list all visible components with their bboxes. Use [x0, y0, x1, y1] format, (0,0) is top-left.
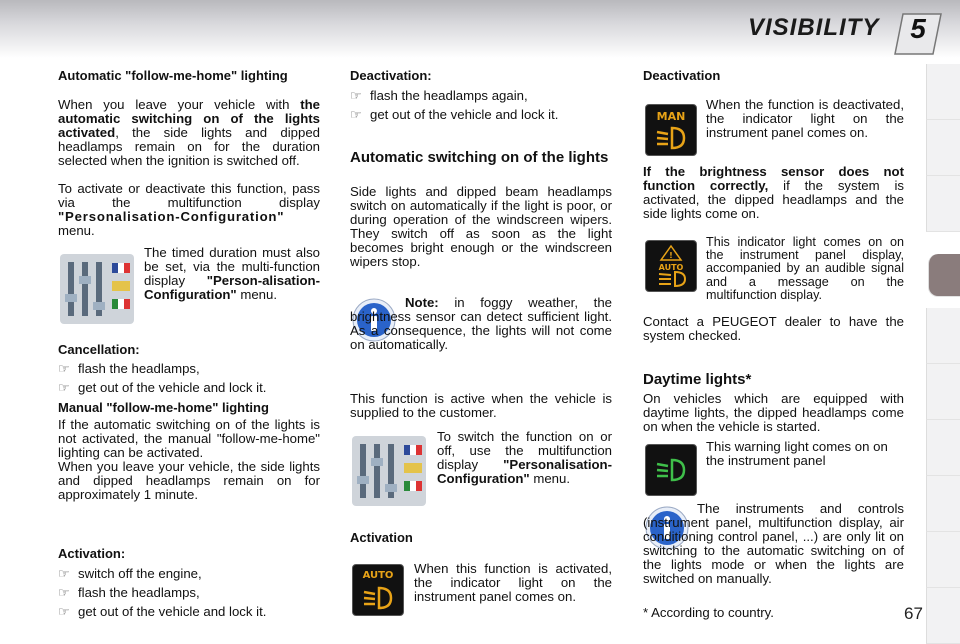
text: if the system is activated, the dipped headlamps and the side lights come on. — [643, 178, 904, 221]
side-tab[interactable] — [926, 476, 960, 532]
svg-text:!: ! — [669, 251, 673, 260]
text: To switch the function on or off, use the multifunction display — [437, 429, 612, 472]
note-label: Note: — [405, 295, 439, 310]
pointing-hand-icon: ☞ — [350, 88, 362, 103]
text: , the side lights and dipped headlamps remain on for the duration selected when the ignition is switched off. — [58, 125, 320, 168]
auto-indicator-icon — [352, 564, 404, 616]
side-tab[interactable] — [926, 588, 960, 644]
manual-paragraph-2: When you leave your vehicle, the side lights and dipped headlamps remain on for approximately 1 minute. — [58, 459, 320, 502]
side-tab[interactable] — [926, 364, 960, 420]
side-tab[interactable] — [926, 120, 960, 176]
side-tab[interactable] — [926, 176, 960, 232]
side-tab[interactable] — [926, 532, 960, 588]
cancellation-bullet — [58, 381, 320, 395]
activation-bullet — [58, 567, 320, 581]
headlamp-icon — [361, 585, 395, 611]
menu-name: "Personalisation-Configuration" — [437, 457, 612, 486]
deactivation-paragraph: When the function is deactivated, the indicator light on the instrument panel comes on. — [706, 97, 904, 140]
side-tab-active[interactable] — [928, 254, 960, 297]
deactivation-title: Deactivation: — [350, 68, 432, 83]
chapter-number: 5 — [910, 13, 926, 44]
man-indicator-icon — [645, 104, 697, 156]
activation-bullet — [58, 605, 320, 619]
auto-follow-paragraph-2 — [58, 182, 320, 238]
pointing-hand-icon: ☞ — [58, 604, 70, 619]
page-number: 67 — [904, 604, 923, 623]
side-tabs — [926, 64, 960, 640]
warning-light-paragraph: This warning light comes on on the instrument panel — [706, 439, 888, 468]
pointing-hand-icon: ☞ — [58, 585, 70, 600]
deactivation-bullet — [350, 89, 612, 103]
manual-follow-me-home-title: Manual "follow-me-home" lighting — [58, 400, 269, 415]
activation-title: Activation: — [58, 546, 126, 561]
switch-function-paragraph — [437, 430, 612, 486]
auto-switching-title: Automatic switching on of the lights — [350, 149, 609, 166]
bullet-text: flash the headlamps again, — [370, 88, 528, 103]
activation-heading: Activation — [350, 530, 413, 545]
text: menu. — [58, 223, 95, 238]
bullet-text: flash the headlamps, — [78, 361, 200, 376]
text: menu. — [236, 287, 278, 302]
auto-label: AUTO — [658, 263, 684, 272]
cancellation-bullet — [58, 362, 320, 376]
activation-paragraph: When this function is activated, the indicator light on the instrument panel comes on. — [414, 561, 612, 604]
instruments-paragraph: The instruments and controls (instrument panel, multifunction display, air conditioning control panel, ...) are only lit on switching to the automatic switching on of the lights mode or when the lights are switched on manually. — [643, 501, 904, 586]
pointing-hand-icon: ☞ — [58, 380, 70, 395]
auto-label: AUTO — [362, 570, 394, 581]
daytime-lights-paragraph: On vehicles which are equipped with daytime lights, the dipped headlamps come on when the vehicle is started. — [643, 391, 904, 434]
bullet-text: switch off the engine, — [78, 566, 202, 581]
bullet-text: get out of the vehicle and lock it. — [78, 380, 267, 395]
auto-follow-paragraph-1 — [58, 98, 320, 168]
menu-name: "Personalisation-Configuration" — [58, 209, 285, 224]
indicator-paragraph: This indicator light comes on on the instrument panel display, accompanied by an audible signal and a message on the multifunction display. — [706, 235, 904, 302]
man-label: MAN — [656, 110, 686, 123]
text: in foggy weather, the brightness sensor can detect sufficient light. As a consequence, the lights will not come on automatically. — [350, 295, 612, 352]
emphasis-text: If the brightness sensor does not function correctly, — [643, 164, 904, 193]
side-tab[interactable] — [926, 420, 960, 476]
multifunction-display-icon — [60, 254, 134, 324]
pointing-hand-icon: ☞ — [58, 361, 70, 376]
multifunction-display-icon — [352, 436, 426, 506]
bullet-text: get out of the vehicle and lock it. — [370, 107, 559, 122]
side-tab[interactable] — [926, 64, 960, 120]
pointing-hand-icon: ☞ — [350, 107, 362, 122]
timed-duration-paragraph — [144, 246, 320, 302]
daytime-warning-light-icon — [645, 444, 697, 496]
pointing-hand-icon: ☞ — [58, 566, 70, 581]
text: When you leave your vehicle with — [58, 97, 301, 112]
deactivation-heading: Deactivation — [643, 68, 721, 83]
text: menu. — [529, 471, 571, 486]
footnote: * According to country. — [643, 605, 774, 620]
text: The timed duration must also be set, via the multi-function display — [144, 245, 320, 288]
activation-bullet — [58, 586, 320, 600]
bullet-text: flash the headlamps, — [78, 585, 200, 600]
manual-paragraph-1: If the automatic switching on of the lights is not activated, the manual "follow-me-home" lighting can be activated. — [58, 417, 320, 460]
side-tab[interactable] — [926, 308, 960, 364]
headlamp-icon — [654, 125, 688, 151]
daytime-lights-title: Daytime lights* — [643, 371, 752, 388]
section-title: VISIBILITY — [748, 14, 880, 41]
auto-switching-paragraph: Side lights and dipped beam headlamps switch on automatically if the light is poor, or during operation of the windscreen wipers. They switch off as soon as the light becomes bright enough or the windscreen wipers stop. — [350, 184, 612, 269]
auto-follow-me-home-title: Automatic "follow-me-home" lighting — [58, 68, 288, 83]
text: To activate or deactivate this function, pass via the multifunction display — [58, 181, 320, 210]
note-paragraph — [350, 296, 612, 352]
warning-headlamp-icon — [649, 244, 693, 288]
sensor-fault-paragraph — [643, 165, 904, 221]
active-paragraph: This function is active when the vehicle is supplied to the customer. — [350, 391, 612, 420]
menu-name: "Person-alisation-Configuration" — [144, 273, 320, 302]
cancellation-title: Cancellation: — [58, 342, 140, 357]
auto-fault-indicator-icon — [645, 240, 697, 292]
headlamp-icon — [654, 457, 688, 483]
deactivation-bullet — [350, 108, 612, 122]
contact-dealer-paragraph: Contact a PEUGEOT dealer to have the system checked. — [643, 314, 904, 343]
bullet-text: get out of the vehicle and lock it. — [78, 604, 267, 619]
emphasis-text: the automatic switching on of the lights activated — [58, 97, 320, 140]
